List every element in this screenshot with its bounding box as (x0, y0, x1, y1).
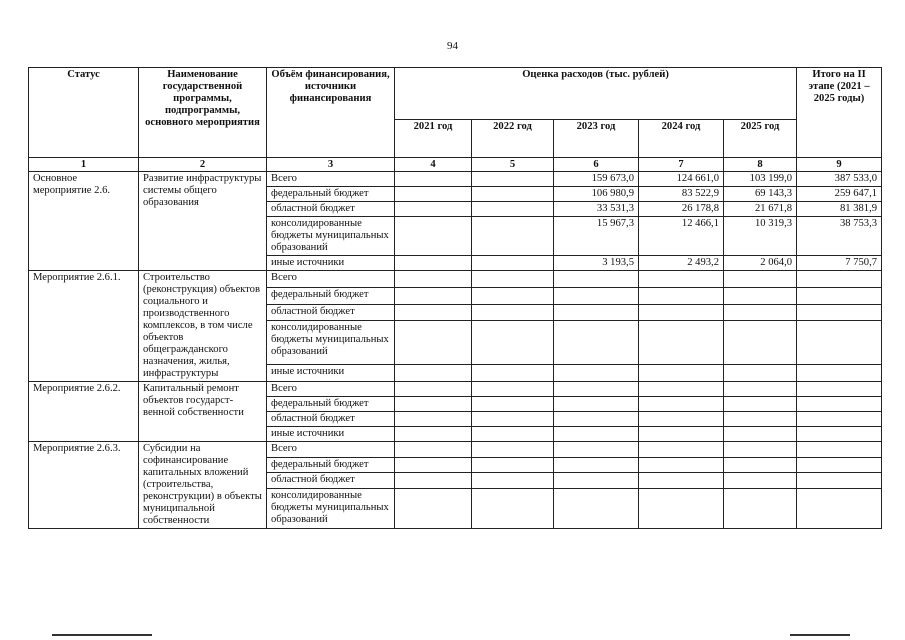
total-cell: 259 647,1 (797, 187, 882, 202)
value-2022-cell (472, 488, 554, 528)
value-2024-cell (639, 473, 724, 489)
value-2025-cell (724, 488, 797, 528)
value-2025-cell (724, 365, 797, 382)
value-2022-cell (472, 457, 554, 473)
column-number: 6 (554, 158, 639, 172)
header-year-2021: 2021 год (395, 120, 472, 158)
value-2024-cell (639, 488, 724, 528)
column-number: 9 (797, 158, 882, 172)
value-2023-cell: 3 193,5 (554, 256, 639, 271)
total-cell (797, 271, 882, 288)
total-cell (797, 473, 882, 489)
value-2023-cell (554, 427, 639, 442)
header-status: Статус (29, 68, 139, 158)
value-2023-cell (554, 412, 639, 427)
value-2022-cell (472, 256, 554, 271)
value-2024-cell (639, 427, 724, 442)
total-cell (797, 321, 882, 365)
value-2024-cell (639, 457, 724, 473)
header-year-2022: 2022 год (472, 120, 554, 158)
value-2023-cell (554, 287, 639, 304)
value-2024-cell (639, 382, 724, 397)
value-2023-cell (554, 473, 639, 489)
funding-source-cell: федеральный бюджет (267, 457, 395, 473)
value-2022-cell (472, 382, 554, 397)
header-expenses: Оценка расходов (тыс. рублей) (395, 68, 797, 120)
value-2022-cell (472, 304, 554, 321)
funding-source-cell: иные источники (267, 365, 395, 382)
value-2023-cell (554, 365, 639, 382)
total-cell (797, 287, 882, 304)
total-cell (797, 442, 882, 458)
value-2023-cell: 33 531,3 (554, 202, 639, 217)
value-2025-cell: 10 319,3 (724, 217, 797, 256)
column-number: 5 (472, 158, 554, 172)
table-row (29, 442, 882, 458)
value-2024-cell (639, 397, 724, 412)
scan-edge-line (790, 634, 850, 636)
funding-source-cell: областной бюджет (267, 304, 395, 321)
value-2023-cell (554, 457, 639, 473)
value-2024-cell (639, 304, 724, 321)
column-number: 3 (267, 158, 395, 172)
value-2021-cell (395, 412, 472, 427)
value-2022-cell (472, 365, 554, 382)
funding-source-cell: иные источники (267, 427, 395, 442)
funding-source-cell: Всего (267, 442, 395, 458)
value-2021-cell (395, 271, 472, 288)
value-2021-cell (395, 365, 472, 382)
value-2024-cell (639, 412, 724, 427)
total-cell: 81 381,9 (797, 202, 882, 217)
value-2025-cell (724, 457, 797, 473)
total-cell (797, 427, 882, 442)
program-name-cell: Субсидии на софинансирование капитальных вложений (строительства, реконструкции) в объекты муниципальной собственности (139, 442, 267, 529)
header-total: Итого на II этапе (2021 – 2025 годы) (797, 68, 882, 158)
value-2024-cell (639, 442, 724, 458)
value-2024-cell: 26 178,8 (639, 202, 724, 217)
value-2025-cell: 103 199,0 (724, 172, 797, 187)
value-2022-cell (472, 473, 554, 489)
value-2025-cell: 2 064,0 (724, 256, 797, 271)
funding-source-cell: иные источники (267, 256, 395, 271)
total-cell: 7 750,7 (797, 256, 882, 271)
value-2025-cell (724, 473, 797, 489)
value-2025-cell (724, 397, 797, 412)
value-2021-cell (395, 457, 472, 473)
header-year-2024: 2024 год (639, 120, 724, 158)
table-row (29, 172, 882, 187)
total-cell: 387 533,0 (797, 172, 882, 187)
value-2022-cell (472, 442, 554, 458)
column-number: 2 (139, 158, 267, 172)
funding-source-cell: Всего (267, 382, 395, 397)
program-name-cell: Капитальный ремонт объектов государст-венной собственности (139, 382, 267, 442)
value-2021-cell (395, 321, 472, 365)
value-2023-cell: 106 980,9 (554, 187, 639, 202)
value-2021-cell (395, 304, 472, 321)
value-2024-cell: 12 466,1 (639, 217, 724, 256)
value-2025-cell (724, 321, 797, 365)
header-funding: Объём финансирования, источники финансирования (267, 68, 395, 158)
value-2024-cell (639, 287, 724, 304)
value-2022-cell (472, 271, 554, 288)
value-2023-cell: 159 673,0 (554, 172, 639, 187)
status-cell: Мероприятие 2.6.3. (29, 442, 139, 529)
value-2024-cell (639, 365, 724, 382)
value-2022-cell (472, 217, 554, 256)
total-cell (797, 304, 882, 321)
program-name-cell: Строительство (реконструкция) объектов социального и производственного комплексов, в том числе объектов общегражданского назначения, жилья, инфраструктуры (139, 271, 267, 382)
value-2023-cell: 15 967,3 (554, 217, 639, 256)
column-number-row (29, 158, 882, 172)
status-cell: Основное мероприятие 2.6. (29, 172, 139, 271)
value-2022-cell (472, 187, 554, 202)
value-2022-cell (472, 412, 554, 427)
funding-source-cell: областной бюджет (267, 202, 395, 217)
value-2021-cell (395, 202, 472, 217)
table-row (29, 382, 882, 397)
funding-source-cell: консолидированные бюджеты муниципальных образований (267, 217, 395, 256)
value-2022-cell (472, 427, 554, 442)
funding-source-cell: областной бюджет (267, 473, 395, 489)
status-cell: Мероприятие 2.6.1. (29, 271, 139, 382)
funding-source-cell: федеральный бюджет (267, 287, 395, 304)
value-2023-cell (554, 442, 639, 458)
value-2025-cell (724, 271, 797, 288)
header-year-2023: 2023 год (554, 120, 639, 158)
value-2022-cell (472, 287, 554, 304)
value-2023-cell (554, 304, 639, 321)
funding-source-cell: консолидированные бюджеты муниципальных образований (267, 321, 395, 365)
program-name-cell: Развитие инфраструктуры системы общего образования (139, 172, 267, 271)
column-number: 1 (29, 158, 139, 172)
value-2023-cell (554, 382, 639, 397)
total-cell (797, 382, 882, 397)
value-2021-cell (395, 397, 472, 412)
funding-source-cell: Всего (267, 172, 395, 187)
column-number: 8 (724, 158, 797, 172)
value-2022-cell (472, 172, 554, 187)
budget-table (28, 67, 882, 529)
total-cell (797, 488, 882, 528)
value-2023-cell (554, 271, 639, 288)
total-cell: 38 753,3 (797, 217, 882, 256)
value-2025-cell (724, 382, 797, 397)
value-2021-cell (395, 442, 472, 458)
value-2023-cell (554, 397, 639, 412)
value-2024-cell (639, 321, 724, 365)
value-2021-cell (395, 256, 472, 271)
value-2021-cell (395, 427, 472, 442)
value-2025-cell: 69 143,3 (724, 187, 797, 202)
header-program-name: Наименование государственной программы, подпрограммы, основного мероприятия (139, 68, 267, 158)
value-2025-cell (724, 412, 797, 427)
funding-source-cell: федеральный бюджет (267, 187, 395, 202)
value-2023-cell (554, 488, 639, 528)
value-2023-cell (554, 321, 639, 365)
value-2025-cell (724, 287, 797, 304)
total-cell (797, 397, 882, 412)
value-2025-cell (724, 427, 797, 442)
value-2021-cell (395, 287, 472, 304)
value-2021-cell (395, 187, 472, 202)
status-cell: Мероприятие 2.6.2. (29, 382, 139, 442)
table-row (29, 271, 882, 288)
scan-edge-line (52, 634, 152, 636)
value-2021-cell (395, 473, 472, 489)
value-2025-cell (724, 304, 797, 321)
value-2022-cell (472, 397, 554, 412)
value-2021-cell (395, 488, 472, 528)
value-2021-cell (395, 172, 472, 187)
funding-source-cell: консолидированные бюджеты муниципальных образований (267, 488, 395, 528)
header-year-2025: 2025 год (724, 120, 797, 158)
value-2024-cell (639, 271, 724, 288)
total-cell (797, 365, 882, 382)
value-2022-cell (472, 321, 554, 365)
value-2021-cell (395, 382, 472, 397)
funding-source-cell: федеральный бюджет (267, 397, 395, 412)
total-cell (797, 457, 882, 473)
column-number: 7 (639, 158, 724, 172)
value-2022-cell (472, 202, 554, 217)
value-2024-cell: 124 661,0 (639, 172, 724, 187)
column-number: 4 (395, 158, 472, 172)
funding-source-cell: областной бюджет (267, 412, 395, 427)
total-cell (797, 412, 882, 427)
page-number: 94 (447, 40, 458, 52)
value-2021-cell (395, 217, 472, 256)
value-2024-cell: 2 493,2 (639, 256, 724, 271)
value-2024-cell: 83 522,9 (639, 187, 724, 202)
value-2025-cell: 21 671,8 (724, 202, 797, 217)
value-2025-cell (724, 442, 797, 458)
funding-source-cell: Всего (267, 271, 395, 288)
